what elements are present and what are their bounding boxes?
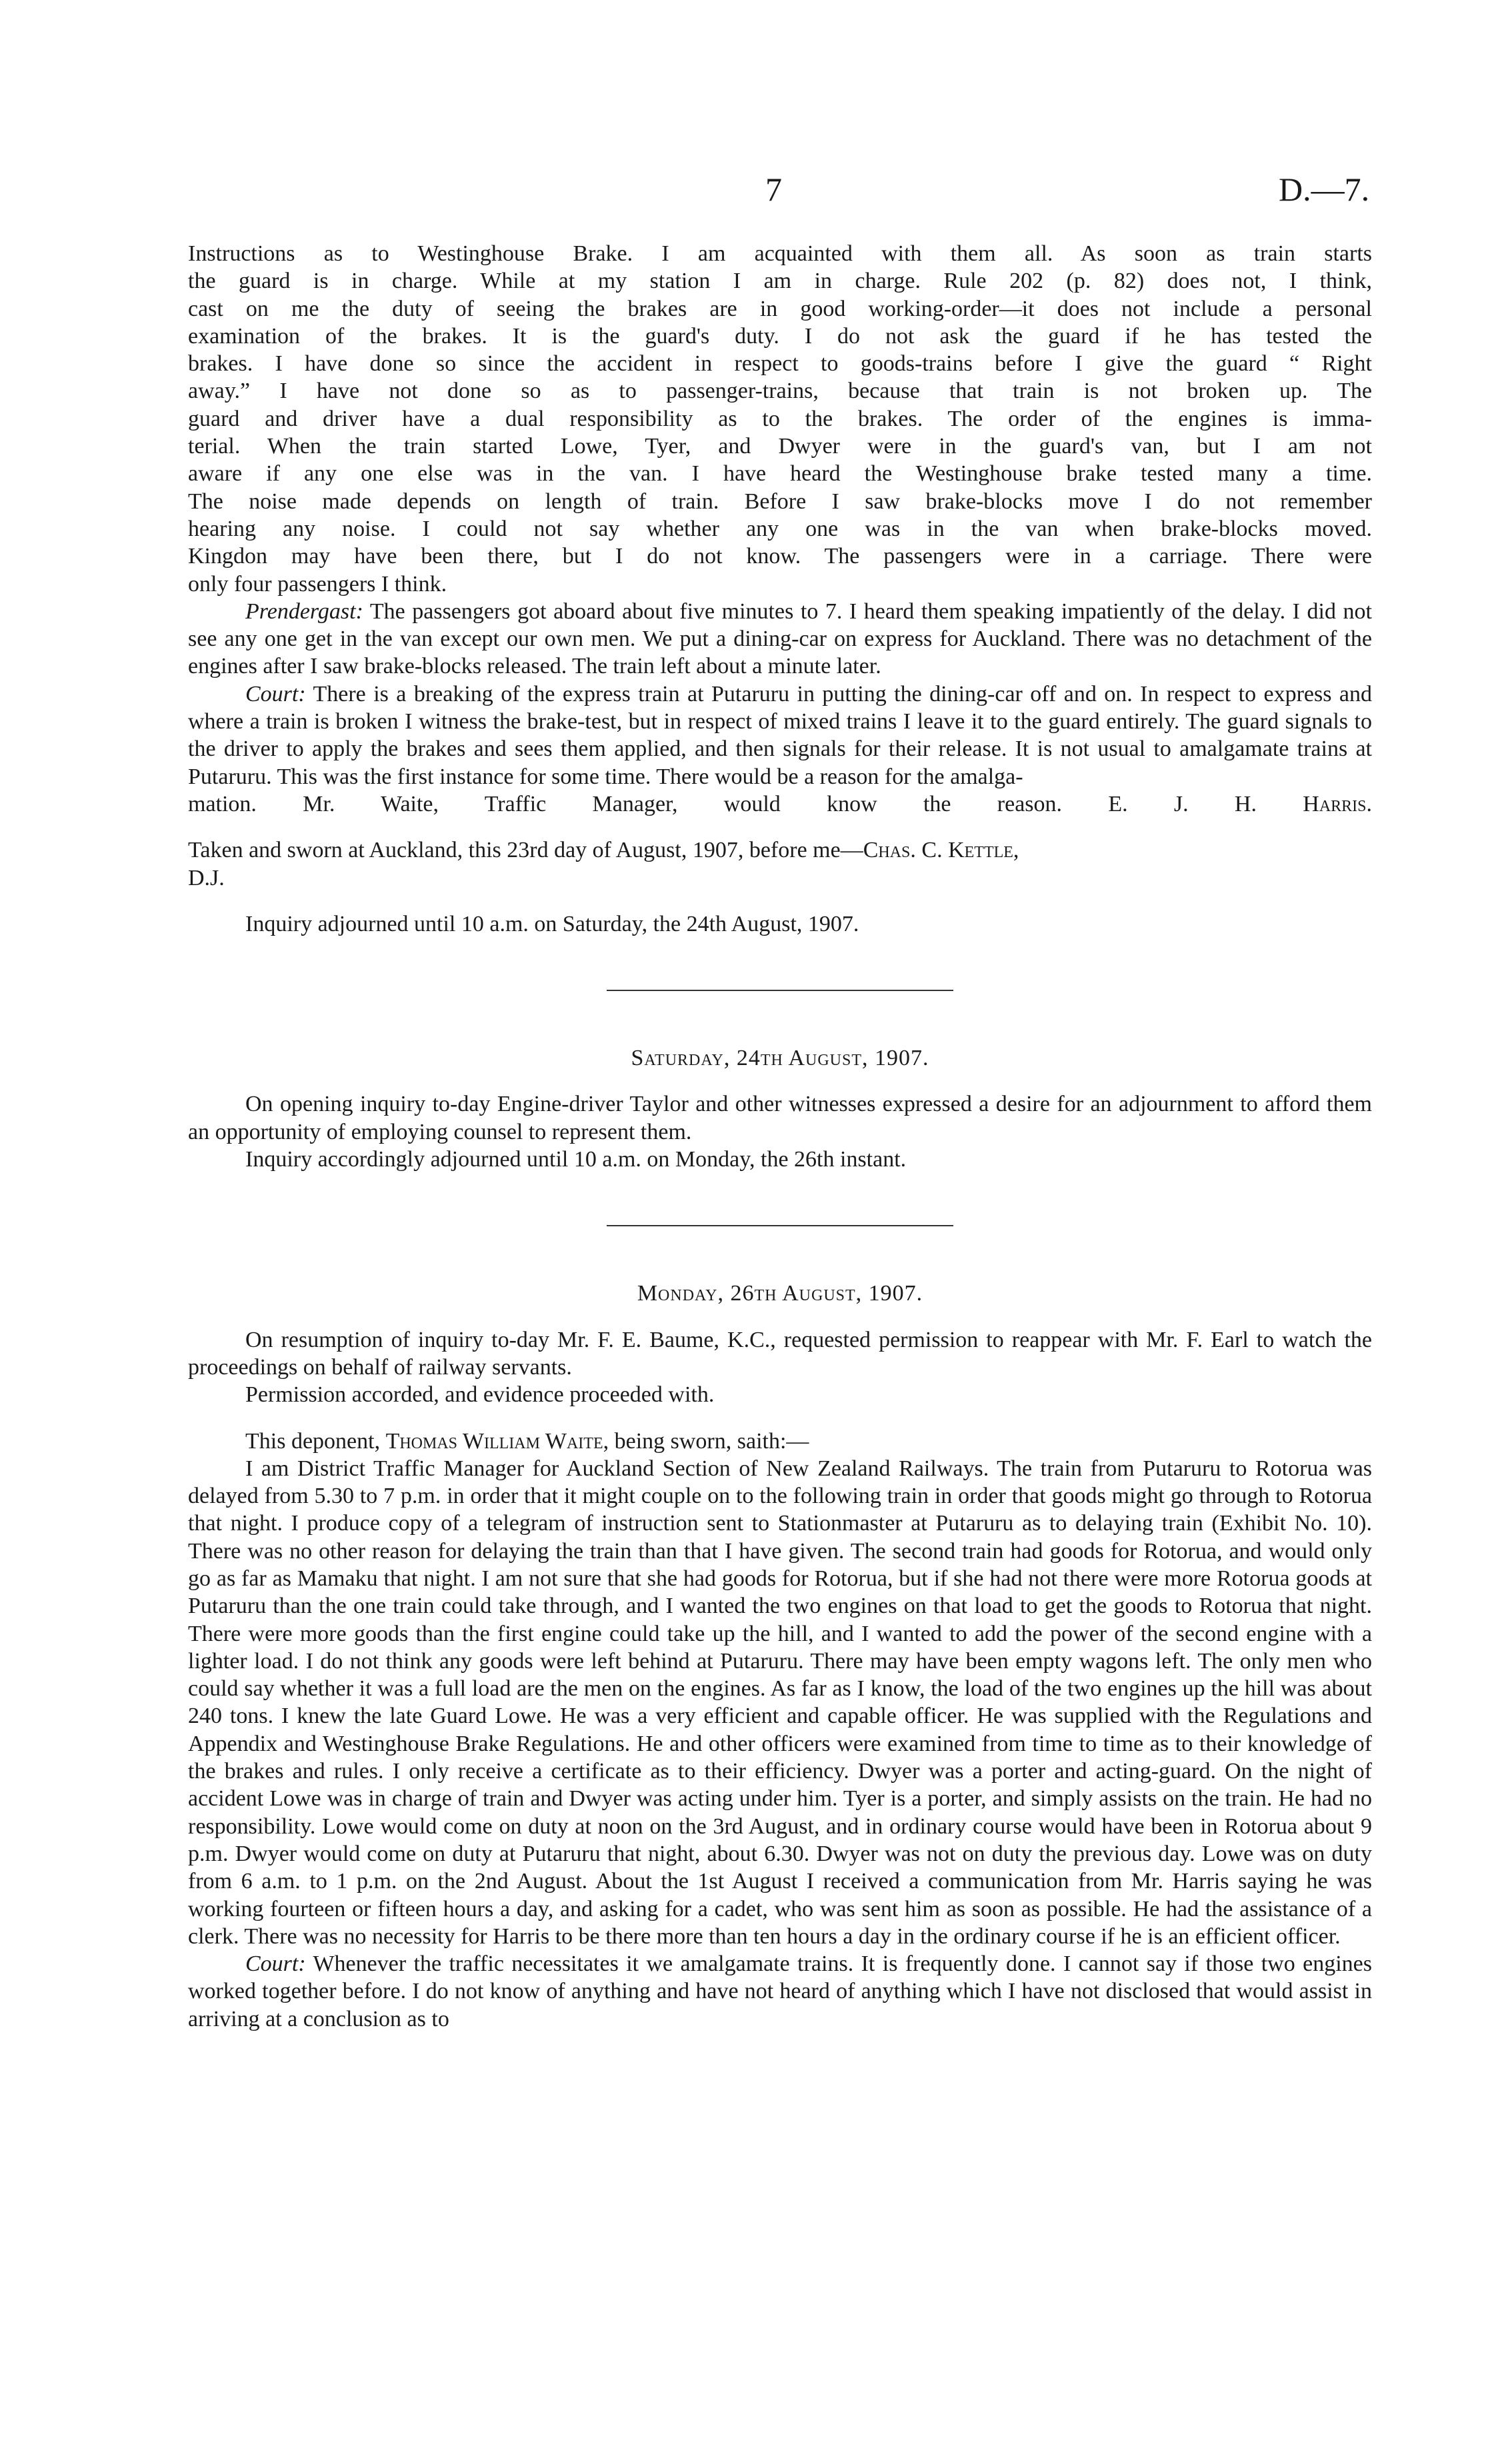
adjournment-notice: Inquiry adjourned until 10 a.m. on Saturday, the 24th August, 1907.	[245, 911, 859, 936]
monday-paragraph: On resumption of inquiry to-day Mr. F. E. Baume, K.C., requested permission to reappear with Mr. F. Earl to watch the proceedings on behalf of railway servants.	[188, 1327, 1372, 1380]
text-line: The noise made depends on length of train. Before I saw brake-blocks move I do not remember	[188, 489, 1372, 514]
harris-evidence-paragraph	[188, 240, 1372, 598]
waite-evidence-paragraph: I am District Traffic Manager for Auckland Section of New Zealand Railways. The train from Putaruru to Rotorua was delayed from 5.30 to 7 p.m. in order that it might couple on to the following train in order that goods might go through to Rotorua that night. I produce copy of a telegram of instruction sent to Stationmaster at Putaruru as to delaying train (Exhibit No. 10). There was no other reason for delaying the train than that I have given. The second train had goods for Rotorua, and would only go as far as Mamaku that night. I am not sure that she had goods for Rotorua, but if she had not there were more Rotorua goods at Putaruru than the one train could take through, and I wanted the two engines on that load to get the goods to Rotorua that night. There were more goods than the first engine could take up the hill, and I wanted to add the power of the second engine with a lighter load. I do not think any goods were left behind at Putaruru. There may have been empty wagons left. The only men who could say whether it was a full load are the men on the engines. As far as I know, the load of the two engines up the hill was about 240 tons. I knew the late Guard Lowe. He was a very efficient and capable officer. He was supplied with the Regulations and Appendix and Westinghouse Brake Regulations. He and other officers were examined from time to time as to their knowledge of the brakes and rules. I only receive a certificate as to their efficiency. Dwyer was a porter and acting-guard. On the night of accident Lowe was in charge of train and Dwyer was acting under him. Tyer is a porter, and simply assists on the train. He had no responsibility. Lowe would come on duty at noon on the 3rd August, and in ordinary course would have been in Rotorua about 9 p.m. Dwyer would come on duty at Putaruru that night, about 6.30. Dwyer was not on duty the previous day. Lowe was on duty from 6 a.m. to 1 p.m. on the 2nd August. About the 1st August I received a communication from Mr. Harris saying he was working fourteen or fifteen hours a day, and asking for a cadet, who was sent him as soon as possible. He had the assistance of a clerk. There was no necessity for Harris to be there more than ten hours a day in the ordinary course if he is an efficient officer.	[188, 1456, 1372, 1949]
spacer	[188, 1308, 1372, 1326]
text-line: away.” I have not done so as to passenger-trains, because that train is not broken up. The	[188, 379, 1372, 404]
section-divider	[188, 1173, 1372, 1280]
sworn-text: Taken and sworn at Auckland, this 23rd day of August, 1907, before me—	[188, 838, 863, 863]
deponent-pre: This deponent,	[245, 1428, 386, 1454]
text-line: examination of the brakes. It is the guard's duty. I do not ask the guard if he has tested the	[188, 323, 1372, 349]
speaker-label: Court:	[245, 681, 306, 706]
magistrate-name: Chas. C. Kettle,	[863, 838, 1019, 863]
text-line: Instructions as to Westinghouse Brake. I am acquainted with them all. As soon as train starts	[188, 241, 1372, 266]
sworn-statement	[188, 836, 1372, 864]
text-line: brakes. I have done so since the accident in respect to goods-trains before I give the guard “ Right	[188, 351, 1372, 377]
sworn-title: D.J.	[188, 865, 225, 890]
paragraph-text: mation. Mr. Waite, Traffic Manager, would know the reason.	[188, 791, 1063, 816]
saturday-paragraph: On opening inquiry to-day Engine-driver Taylor and other witnesses expressed a desire for an adjournment to afford them an opportunity of employing counsel to represent them.	[188, 1092, 1372, 1144]
text-line: hearing any noise. I could not say whether any one was in the van when brake-blocks moved.	[188, 516, 1372, 541]
deponent-intro	[188, 1428, 1372, 1455]
spacer	[188, 1072, 1372, 1090]
monday-permission: Permission accorded, and evidence proceeded with.	[245, 1382, 715, 1408]
signature-line	[188, 790, 1372, 818]
paragraph-text: There is a breaking of the express train at Putaruru in putting the dining-car off and on. In respect to express and where a train is broken I witness the brake-test, but in respect of mixed trains I leave it to the guard entirely. The guard signals to the driver to apply the brakes and sees them applied, and then signals for their release. It is not usual to amalgamate trains at Putaruru. This was the first instance for some time. There would be a reason for the amalga-	[188, 681, 1372, 789]
text-line: the guard is in charge. While at my station I am in charge. Rule 202 (p. 82) does not, I think,	[188, 269, 1372, 294]
text-line: only four passengers I think.	[188, 571, 447, 597]
court-paragraph	[188, 680, 1372, 790]
section-divider	[188, 938, 1372, 1044]
deponent-name: Thomas William Waite	[385, 1428, 603, 1454]
spacer	[188, 818, 1372, 836]
page-header	[0, 170, 1512, 217]
document-body	[188, 240, 1372, 2033]
text-line: aware if any one else was in the van. I have heard the Westinghouse brake tested many a time.	[188, 461, 1372, 487]
text-line: cast on me the duty of seeing the brakes are in good working-order—it does not include a personal	[188, 296, 1372, 321]
speaker-label: Court:	[245, 1951, 306, 1977]
monday-heading: Monday, 26th August, 1907.	[637, 1281, 923, 1306]
page-number: 7	[765, 171, 782, 208]
speaker-label: Prendergast:	[245, 599, 363, 624]
divider-rule	[607, 1225, 953, 1226]
saturday-heading: Saturday, 24th August, 1907.	[631, 1046, 929, 1071]
text-line: guard and driver have a dual responsibility as to the brakes. The order of the engines is imma-	[188, 406, 1372, 431]
paragraph-text: The passengers got aboard about five minutes to 7. I heard them speaking impatiently of the delay. I did not see any one get in the van except our own men. We put a dining-car on express for Auckland. There was no detachment of the engines after I saw brake-blocks released. The train left about a minute later.	[188, 599, 1372, 679]
court-paragraph-2	[188, 1950, 1372, 2033]
deponent-post: , being sworn, saith:—	[603, 1428, 809, 1454]
document-reference: D.—7.	[1279, 171, 1370, 208]
text-line: terial. When the train started Lowe, Tyer, and Dwyer were in the guard's van, but I am not	[188, 434, 1372, 459]
saturday-adjournment: Inquiry accordingly adjourned until 10 a.m. on Monday, the 26th instant.	[245, 1147, 907, 1172]
spacer	[188, 892, 1372, 910]
divider-rule	[607, 990, 953, 991]
text-line: Kingdon may have been there, but I do not know. The passengers were in a carriage. There were	[188, 544, 1372, 569]
spacer	[188, 1409, 1372, 1428]
paragraph-text: Whenever the traffic necessitates it we amalgamate trains. It is frequently done. I cannot say if those two engines worked together before. I do not know of anything and have not heard of anything which I have not disclosed that would assist in arriving at a conclusion as to	[188, 1951, 1372, 2031]
prendergast-paragraph	[188, 598, 1372, 680]
witness-signature: E. J. H. Harris.	[1108, 791, 1373, 816]
